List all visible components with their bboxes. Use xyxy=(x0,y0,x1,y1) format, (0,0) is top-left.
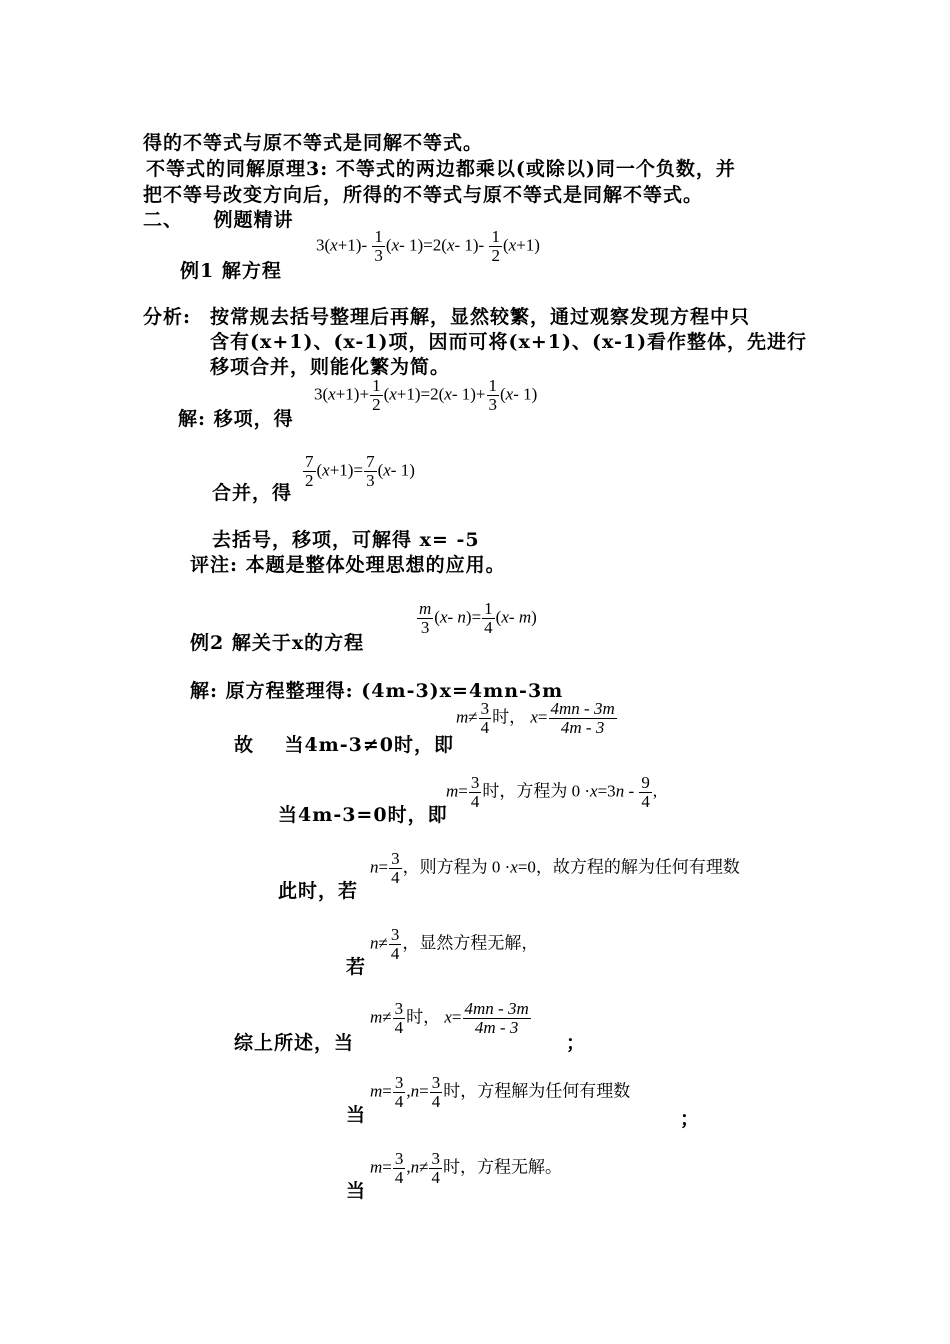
example-2-equation: $\frac{m}{3}$ (x- n)= $\frac{1}{4}$ (x- m) xyxy=(419,599,537,637)
analysis-line-2: 含有(x+1)、(x-1)项，因而可将(x+1)、(x-1)看作整体，先进行 xyxy=(210,331,808,353)
example-1-label: 例1 解方程 xyxy=(180,260,282,282)
summary-math-2: m= $\frac{3}{4}$ ,n= $\frac{3}{4}$ 时，方程解为任何有理数 xyxy=(370,1073,631,1111)
text-line-2: 不等式的同解原理3: 不等式的两边都乘以(或除以)同一个负数，并 xyxy=(146,158,736,180)
case-1-math: m≠ $\frac{3}{4}$ 时， x= $\frac{4mn - 3m}{4m - 3}$ xyxy=(456,699,615,737)
summary-3-label: 当 xyxy=(346,1180,367,1202)
case-3-label: 此时，若 xyxy=(278,880,359,902)
summary-semicolon-1: ； xyxy=(566,1032,587,1054)
example-2-label: 例2 解关于x的方程 xyxy=(190,632,365,654)
solution-1-equation-1: 3(x+1)+ $\frac{1}{2}$ (x+1)=2(x- 1)+ $\frac{1}{3}$ (x- 1) xyxy=(314,376,538,414)
analysis-label: 分析: xyxy=(143,306,192,328)
summary-math-3: m= $\frac{3}{4}$ ,n≠ $\frac{3}{4}$ 时，方程无解。 xyxy=(370,1149,562,1187)
analysis-line-3: 移项合并，则能化繁为简。 xyxy=(210,356,451,378)
case-4-label: 若 xyxy=(346,956,367,978)
example-1-equation: 3(x+1)- $\frac{1}{3}$ (x- 1)=2(x- 1)- $\frac{1}{2}$ (x+1) xyxy=(316,227,540,265)
case-4-math: n≠ $\frac{3}{4}$ ，显然方程无解， xyxy=(370,925,539,963)
text-line-1: 得的不等式与原不等式是同解不等式。 xyxy=(143,132,484,154)
summary-2-label: 当 xyxy=(346,1104,367,1126)
case-3-math: n= $\frac{3}{4}$ ，则方程为 0 ·x=0，故方程的解为任何有理数 xyxy=(370,849,740,887)
section-heading: 二、 例题精讲 xyxy=(143,209,294,231)
solution-1-step-3: 去括号，移项，可解得 x= -5 xyxy=(212,529,480,551)
case-2-math: m= $\frac{3}{4}$ 时，方程为 0 ·x=3n - $\frac{9}{4}$ , xyxy=(446,773,658,811)
solution-1-step-1-label: 解: 移项，得 xyxy=(178,408,294,430)
analysis-line-1: 按常规去括号整理后再解，显然较繁，通过观察发现方程中只 xyxy=(210,306,751,328)
summary-math-1: m≠ $\frac{3}{4}$ 时， x= $\frac{4mn - 3m}{4m - 3}$ xyxy=(370,999,529,1037)
text-line-3: 把不等号改变方向后，所得的不等式与原不等式是同解不等式。 xyxy=(143,184,704,206)
case-1-label: 故 当4m-3≠0时，即 xyxy=(234,734,455,756)
summary-label: 综上所述，当 xyxy=(234,1032,355,1054)
solution-1-step-2-label: 合并，得 xyxy=(212,482,293,504)
solution-2-label: 解: 原方程整理得: (4m-3)x=4mn-3m xyxy=(190,680,564,702)
solution-1-equation-2: $\frac{7}{2}$ (x+1)= $\frac{7}{3}$ (x- 1) xyxy=(305,452,415,490)
comment: 评注: 本题是整体处理思想的应用。 xyxy=(190,554,506,576)
case-2-label: 当4m-3=0时，即 xyxy=(278,804,448,826)
summary-semicolon-2: ； xyxy=(680,1108,701,1130)
